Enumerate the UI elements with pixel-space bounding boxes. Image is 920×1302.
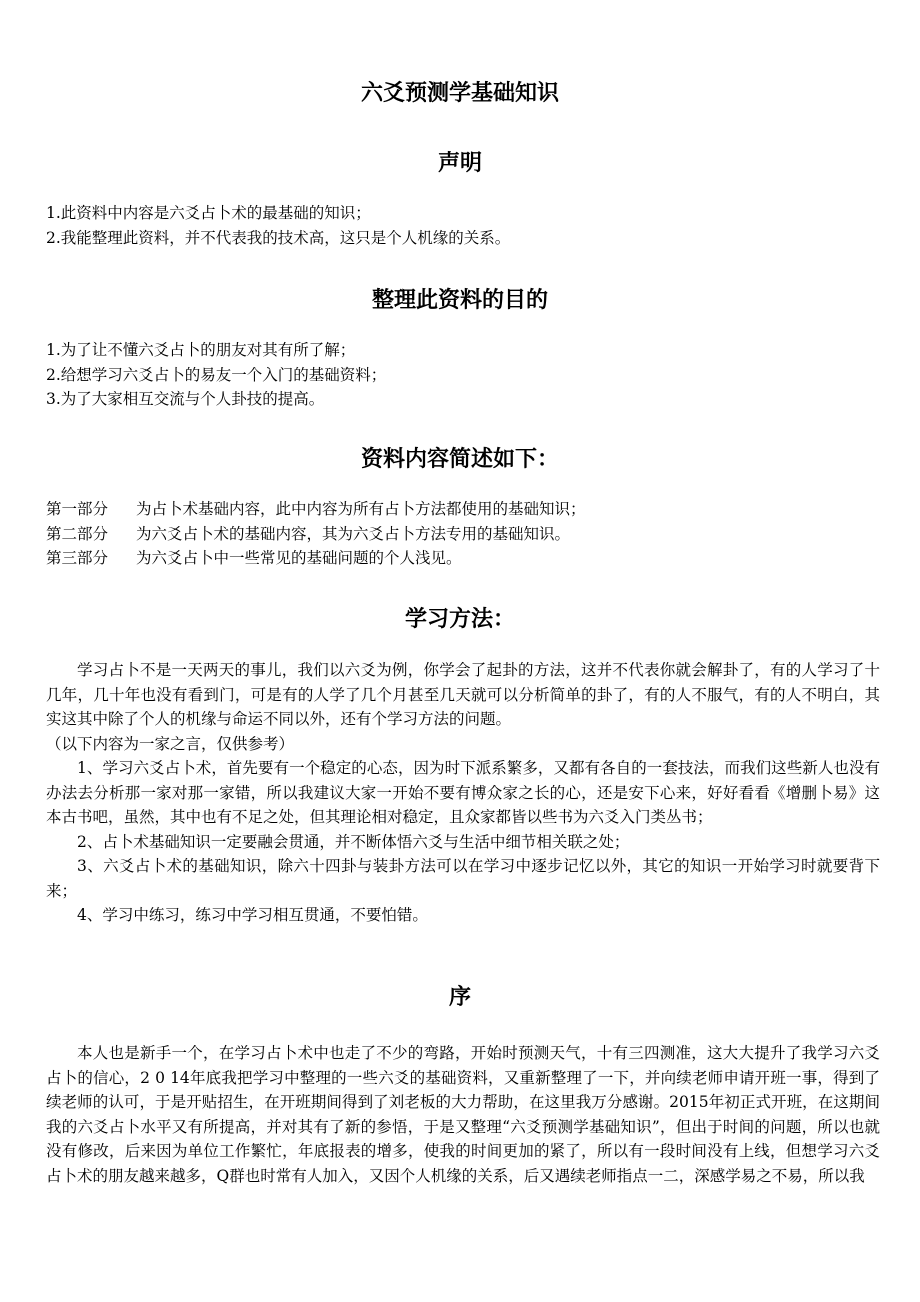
purpose-item: 3.为了大家相互交流与个人卦技的提高。	[46, 390, 325, 408]
summary-part-label: 第一部分	[46, 500, 109, 518]
declaration-list	[46, 201, 880, 250]
method-heading: 学习方法：	[404, 607, 515, 632]
preface-text: 本人也是新手一个，在学习占卜术中也走了不少的弯路，开始时预测天气，十有三四测准，这大大提升了我学习六爻占卜的信心，2 0 14年底我把学习中整理的一些六爻的基础资料，又重新整理了一下，并向续老师申请开班一事，得到了续老师的认可，于是开贴招生，在开班期间得到了刘老板的大力帮助，在这里我万分感谢。2015年初正式开班，在这期间我的六爻占卜水平又有所提高，并对其有了新的参悟，于是又整理“六爻预测学基础知识”，但出于时间的问题，所以也就没有修改，后来因为单位工作繁忙，年底报表的增多，使我的时间更加的紧了，所以有一段时间没有上线，但想学习六爻占卜术的朋友越来越多，Q群也时常有人加入，又因个人机缘的关系，后又遇续老师指点一二，深感学易之不易，所以我	[46, 1044, 880, 1185]
purpose-item: 2.给想学习六爻占卜的易友一个入门的基础资料；	[46, 365, 387, 384]
summary-part	[46, 522, 880, 547]
summary-heading: 资料内容简述如下：	[360, 447, 559, 472]
declaration-item: 1.此资料中内容是六爻占卜术的最基础的知识；	[46, 204, 371, 222]
purpose-list	[46, 338, 880, 412]
summary-part-label: 第二部分	[46, 524, 109, 543]
summary-part-text: 为六爻占卜术的基础内容，其为六爻占卜方法专用的基础知识。	[136, 524, 571, 543]
summary-list	[46, 497, 880, 571]
purpose-item: 1.为了让不懂六爻占卜的朋友对其有所了解；	[46, 341, 356, 359]
summary-part-text: 为占卜术基础内容，此中内容为所有占卜方法都使用的基础知识；	[136, 500, 586, 518]
method-point: 4、学习中练习，练习中学习相互贯通，不要怕错。	[77, 906, 428, 924]
declaration-item: 2.我能整理此资料，并不代表我的技术高，这只是个人机缘的关系。	[46, 228, 511, 247]
summary-part-text: 为六爻占卜中一些常见的基础问题的个人浅见。	[136, 549, 462, 567]
method-point: 1、学习六爻占卜术，首先要有一个稳定的心态，因为时下派系繁多，又都有各自的一套技法，而我们这些新人也没有办法去分析那一家对那一家错，所以我建议大家一开始不要有博众家之长的心，还是安下心来，好好看看《增删卜易》这本古书吧，虽然，其中也有不足之处，但其理论相对稳定，且众家都皆以些书为六爻入门类丛书；	[46, 759, 880, 826]
preface-body	[46, 1041, 880, 1188]
preface-heading: 序	[448, 985, 471, 1010]
purpose-heading: 整理此资料的目的	[371, 288, 548, 313]
method-note: （以下内容为一家之言，仅供参考）	[46, 734, 295, 753]
method-body	[46, 658, 880, 928]
method-point: 2、占卜术基础知识一定要融会贯通，并不断体悟六爻与生活中细节相关联之处；	[77, 832, 630, 851]
document-title: 六爻预测学基础知识	[360, 81, 559, 106]
method-intro: 学习占卜不是一天两天的事儿，我们以六爻为例，你学会了起卦的方法，这并不代表你就会解卦了，有的人学习了十几年，几十年也没有看到门，可是有的人学了几个月甚至几天就可以分析简单的卦了，有的人不服气，有的人不明白，其实这其中除了个人的机缘与命运不同以外，还有个学习方法的问题。	[46, 661, 880, 728]
summary-part	[46, 546, 880, 571]
declaration-heading: 声明	[437, 151, 482, 176]
method-point: 3、六爻占卜术的基础知识，除六十四卦与装卦方法可以在学习中逐步记忆以外，其它的知识一开始学习时就要背下来；	[46, 857, 880, 900]
summary-part	[46, 497, 880, 522]
summary-part-label: 第三部分	[46, 549, 109, 567]
